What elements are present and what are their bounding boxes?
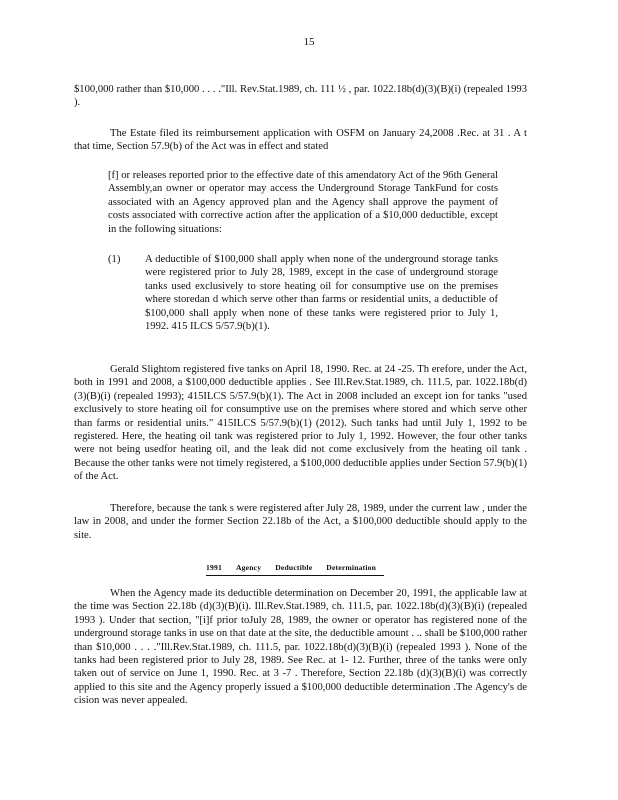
section-heading bbox=[206, 561, 384, 576]
paragraph-citation-continuation: $100,000 rather than $10,000 . . . ."Ill. Rev.Stat.1989, ch. 111 ½ , par. 1022.18b(d)(3)(B)(i) (repealed 1993 ). bbox=[74, 84, 527, 109]
heading-word-deductible: Deductible bbox=[275, 563, 313, 572]
heading-word-agency: Agency bbox=[236, 563, 262, 572]
list-item-deductible: A deductible of $100,000 shall apply when none of the underground storage tanks were registered prior to July 28, 1989, except in the case of underground storage tanks used exclusively to store heating oil for consumptive use on the premises where storedan d which serve other than farms or residential units, a deductible of $100,000 shall apply when none of these tanks were registered prior to July 1, 1992. 415 ILCS 5/57.9(b)(1). bbox=[145, 254, 498, 333]
heading-word-year: 1991 bbox=[206, 563, 222, 572]
paragraph-conclusion: Therefore, because the tank s were registered after July 28, 1989, under the current law , under the law in 2008, and under the former Section 22.18b of the Act, a $100,000 deductible should apply to the site. bbox=[74, 503, 527, 541]
list-number: (1) bbox=[108, 254, 121, 265]
paragraph-slightom-registration: Gerald Slightom registered five tanks on April 18, 1990. Rec. at 24 -25. Th erefore, under the Act, both in 1991 and 2008, a $100,000 deductible applies . See Ill.Rev.Stat.1989, ch. 111.5, par. 1022.18b(d)(3)(B)(i) (repealed 1993); 415ILCS 5/57.9(b)(1). The Act in 2008 included an except ion for tanks "used exclusively to store heating oil for consumptive use on the premises where stored and which serve other than farms or residential units." 415ILCS 5/57.9(b)(1) (2012). Such tanks had until July 1, 1992 to be registered. Here, the heating oil tank was registered prior to July 1, 1992. However, the four other tanks were not being usedfor heating oil, and the leak did not come exclusively from the heating oil tank . Because the other tanks were not timely registered, a $100,000 deductible applies under Section 57.9(b)(1) of the Act. bbox=[74, 364, 527, 483]
block-quote-statute: [f] or releases reported prior to the effective date of this amendatory Act of the 96th General Assembly,an owner or operator may access the Underground Storage TankFund for costs associated with an Agency approved plan and the Agency shall approve the payment of costs associated with corrective action after the application of a $10,000 deductible, except in the following situations: bbox=[108, 170, 498, 235]
page-number: 15 bbox=[303, 36, 315, 48]
paragraph-agency-determination: When the Agency made its deductible determination on December 20, 1991, the applicable law at the time was Section 22.18b (d)(3)(B)(i). Ill.Rev.Stat.1989, ch. 111.5, par. 1022.18b(d)(3)(B)(i) (repealed 1993 ). Under that section, "[i]f prior toJuly 28, 1989, the owner or operator has registered none of the underground storage tanks in use on that date at the site, the deductible amount . .. shall be $100,000 rather than $10,000 . . . ."Ill.Rev.Stat.1989, ch. 111.5, par. 1022.18b(d)(3)(B)(i) (repealed 1993 ). None of the tanks had been registered prior to July 28, 1989. See Rec. at 1- 12. Further, three of the tanks were only taken out of service on June 1, 1990. Rec. at 3 -7 . Therefore, Section 22.18b (d)(3)(B)(i) was correctly applied to this site and the Agency properly issued a $100,000 deductible determination .The Agency's de cision was never appealed. bbox=[74, 588, 527, 707]
paragraph-estate-filing: The Estate filed its reimbursement application with OSFM on January 24,2008 .Rec. at 31 . A t that time, Section 57.9(b) of the Act was in effect and stated bbox=[74, 128, 527, 153]
heading-word-determination: Determination bbox=[326, 563, 377, 572]
